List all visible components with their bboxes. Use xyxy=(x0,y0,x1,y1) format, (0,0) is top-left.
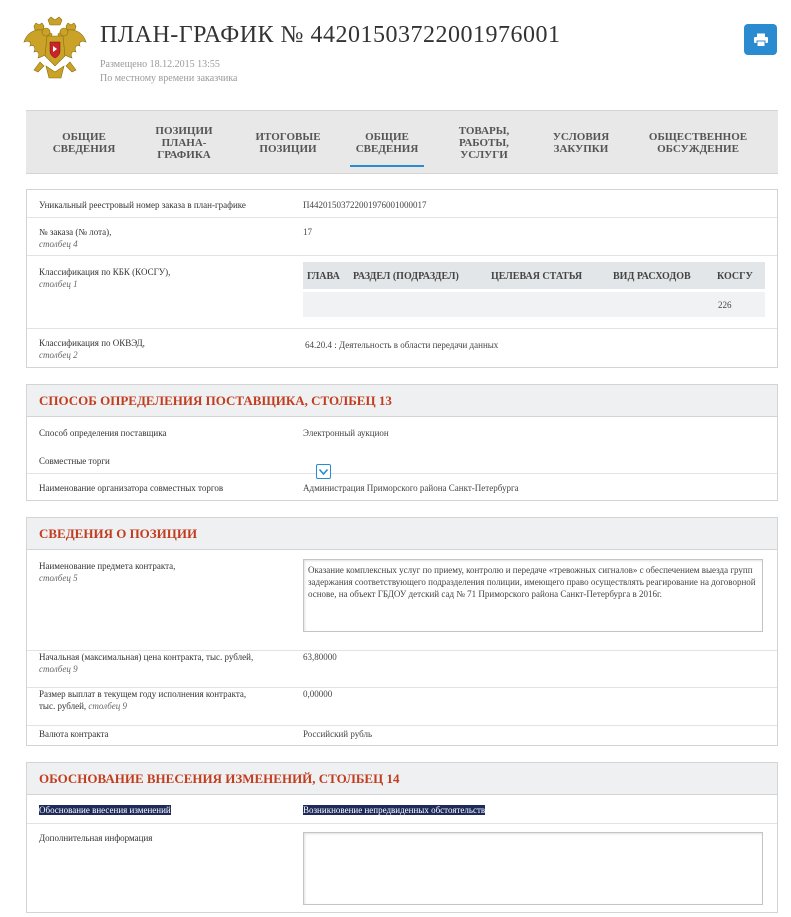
tab-label-line: ПЛАНА- xyxy=(161,137,207,149)
order-number-row xyxy=(27,218,777,256)
max-price-label xyxy=(39,651,299,675)
tab-label-line: ИТОГОВЫЕ xyxy=(255,131,321,143)
supplier-method-label: Способ определения поставщика xyxy=(39,428,167,438)
posting-meta xyxy=(100,58,237,86)
registry-number-label: Уникальный реестровый номер заказа в план-графике xyxy=(39,200,246,210)
current-year-payments-row xyxy=(27,688,777,726)
okved-row xyxy=(27,329,777,367)
tab-label-line: ПОЗИЦИИ xyxy=(155,125,213,137)
column-ref: столбец 2 xyxy=(39,350,78,360)
contract-subject-row xyxy=(27,551,777,651)
order-number-label xyxy=(39,226,289,250)
max-price-label-text: Начальная (максимальная) цена контракта, тыс. рублей, xyxy=(39,652,254,662)
tab-summary-positions[interactable] xyxy=(240,111,336,175)
kbk-table-header xyxy=(303,262,765,289)
column-ref: столбец 9 xyxy=(39,664,78,674)
change-justification-panel xyxy=(26,762,778,913)
tab-public-discussion[interactable] xyxy=(636,111,760,175)
kbk-table xyxy=(303,262,765,317)
column-ref: столбец 9 xyxy=(88,701,127,711)
okved-label xyxy=(39,337,289,361)
tab-label-line: ОБЩИЕ xyxy=(365,131,409,143)
contract-subject-text: Оказание комплексных услуг по приему, контролю и передаче «тревожных сигналов» с обеспечением выезда групп задержания соответствующего подразделения полиции, имеющего право осуществлять реагирование на договорной основе, на объект ГБДОУ детский сад № 71 Приморского района Санкт-Петербурга в 2016г. xyxy=(308,565,756,599)
kbk-header-cell: РАЗДЕЛ (ПОДРАЗДЕЛ) xyxy=(353,271,459,282)
column-ref: столбец 5 xyxy=(39,573,78,583)
tab-general-info-active[interactable] xyxy=(350,111,424,175)
currency-value: Российский рубль xyxy=(303,729,373,739)
column-ref: столбец 4 xyxy=(39,239,78,249)
okved-label-text: Классификация по ОКВЭД, xyxy=(39,338,145,348)
change-reason-value xyxy=(303,804,485,816)
tab-purchase-terms[interactable] xyxy=(538,111,624,175)
change-reason-value-text: Возникновение непредвиденных обстоятельств xyxy=(303,805,486,815)
max-price-value: 63,80000 xyxy=(303,652,337,662)
tab-goods-works-services[interactable] xyxy=(442,111,526,175)
tab-label-line: ОБЩЕСТВЕННОЕ xyxy=(648,131,748,143)
additional-info-textarea[interactable] xyxy=(303,832,763,905)
contract-subject-label xyxy=(39,560,289,584)
supplier-method-panel xyxy=(26,384,778,501)
tab-plan-positions[interactable] xyxy=(140,111,228,175)
okved-value: 64.20.4 : Деятельность в области передачи данных xyxy=(305,340,499,350)
general-info-panel xyxy=(26,189,778,368)
kbk-header-cell: КОСГУ xyxy=(717,271,753,282)
currency-row xyxy=(27,726,777,746)
section-title: ОБОСНОВАНИЕ ВНЕСЕНИЯ ИЗМЕНЕНИЙ, СТОЛБЕЦ 14 xyxy=(27,763,777,795)
contract-subject-textarea[interactable] xyxy=(303,559,763,632)
tab-label-line: ПОЗИЦИИ xyxy=(259,143,317,155)
tab-bar xyxy=(26,110,778,174)
order-number-label-text: № заказа (№ лота), xyxy=(39,227,112,237)
tab-label-line: РАБОТЫ, xyxy=(459,137,509,149)
additional-info-row xyxy=(27,824,777,912)
coat-of-arms-emblem xyxy=(22,16,88,86)
change-reason-label xyxy=(39,804,171,816)
kbk-row xyxy=(27,256,777,329)
timezone-note: По местному времени заказчика xyxy=(100,73,238,84)
change-reason-label-text: Обоснование внесения изменений xyxy=(39,805,171,815)
kbk-header-cell: ВИД РАСХОДОВ xyxy=(613,271,691,282)
organizer-row xyxy=(27,474,777,500)
column-ref: столбец 1 xyxy=(39,279,78,289)
print-button[interactable] xyxy=(744,24,777,55)
kbk-header-cell: ЦЕЛЕВАЯ СТАТЬЯ xyxy=(491,271,583,282)
tab-label-line: ТОВАРЫ, xyxy=(458,125,510,137)
joint-tenders-label: Совместные торги xyxy=(39,456,110,466)
posted-date: Размещено 18.12.2015 13:55 xyxy=(100,59,220,70)
kbk-label xyxy=(39,266,289,290)
registry-number-value: П44201503722001976001000017 xyxy=(303,200,427,210)
tab-label-line: УСЛОВИЯ xyxy=(552,131,610,143)
tab-label-line: ЗАКУПКИ xyxy=(553,143,609,155)
max-price-row xyxy=(27,651,777,688)
additional-info-label: Дополнительная информация xyxy=(39,833,153,843)
tab-label-line: СВЕДЕНИЯ xyxy=(52,143,116,155)
organizer-label: Наименование организатора совместных торгов xyxy=(39,483,224,493)
kbk-table-row xyxy=(303,292,765,317)
additional-info-text xyxy=(304,833,762,841)
payments-label-line: Размер выплат в текущем году исполнения контракта, xyxy=(39,689,247,699)
kbk-header-cell: ГЛАВА xyxy=(307,271,340,282)
organizer-value: Администрация Приморского района Санкт-Петербурга xyxy=(303,483,519,493)
page-title: ПЛАН-ГРАФИК № 44201503722001976001 xyxy=(100,22,561,48)
tab-label-line: ОБСУЖДЕНИЕ xyxy=(657,143,739,155)
contract-subject-label-text: Наименование предмета контракта, xyxy=(39,561,176,571)
payments-label-line: тыс. рублей, xyxy=(39,701,87,711)
current-year-payments-value: 0,00000 xyxy=(303,689,333,699)
tab-label-line: УСЛУГИ xyxy=(460,149,508,161)
supplier-method-row xyxy=(27,418,777,474)
tab-label-line: СВЕДЕНИЯ xyxy=(355,143,419,155)
registry-number-row xyxy=(27,190,777,218)
section-title: СПОСОБ ОПРЕДЕЛЕНИЯ ПОСТАВЩИКА, СТОЛБЕЦ 13 xyxy=(27,385,777,417)
printer-icon xyxy=(753,33,769,47)
current-year-payments-label xyxy=(39,688,299,712)
position-info-panel xyxy=(26,517,778,746)
kbk-cell-kosgu: 226 xyxy=(718,300,732,310)
section-title: СВЕДЕНИЯ О ПОЗИЦИИ xyxy=(27,518,777,550)
tab-label-line: ОБЩИЕ xyxy=(62,131,106,143)
order-number-value: 17 xyxy=(303,227,312,237)
change-reason-row xyxy=(27,796,777,824)
tab-general-info[interactable] xyxy=(36,111,132,175)
currency-label: Валюта контракта xyxy=(39,729,109,739)
supplier-method-value: Электронный аукцион xyxy=(303,428,389,438)
tab-label-line: ГРАФИКА xyxy=(157,149,211,161)
kbk-label-text: Классификация по КБК (КОСГУ), xyxy=(39,267,171,277)
